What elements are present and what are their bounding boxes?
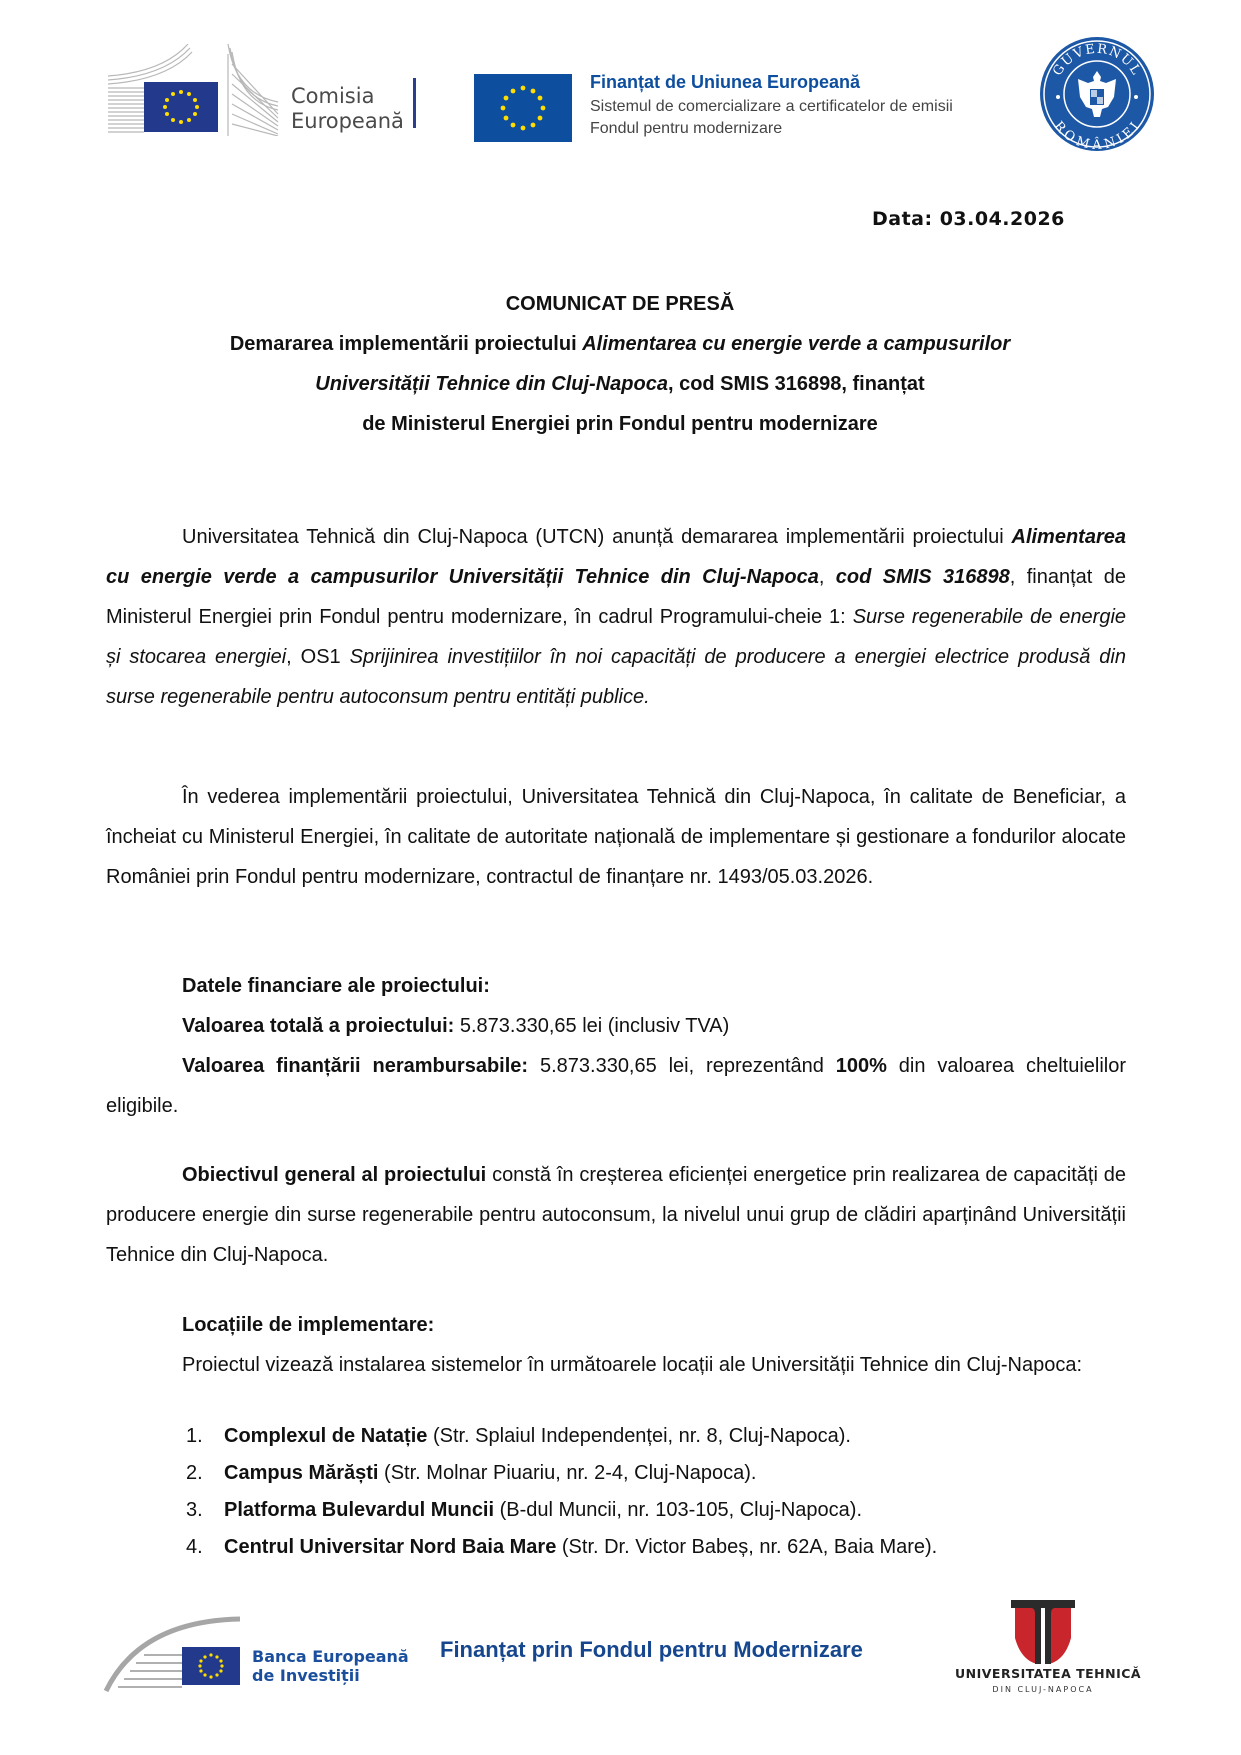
- seal-top-text: GUVERNUL: [1050, 41, 1144, 79]
- press-release-title: [110, 284, 1130, 444]
- eu-flag-icon: [474, 74, 572, 142]
- european-commission-logo: [108, 44, 428, 136]
- title-line-3: de Ministerul Energiei prin Fondul pentru modernizare: [362, 413, 878, 435]
- list-item: 2. Campus Mărăști (Str. Molnar Piuariu, nr. 2-4, Cluj-Napoca).: [186, 1462, 757, 1484]
- list-item: 1. Complexul de Natație (Str. Splaiul Independenței, nr. 8, Cluj-Napoca).: [186, 1425, 851, 1447]
- title-line-2: Universității Tehnice din Cluj-Napoca, cod SMIS 316898, finanțat: [315, 373, 925, 395]
- locations-intro: Proiectul vizează instalarea sistemelor în următoarele locații ale Universității Tehnice din Cluj-Napoca:: [182, 1354, 1083, 1376]
- eib-logo-text: [252, 1647, 409, 1685]
- seal-bottom-text: ROMÂNIEI: [1050, 118, 1144, 153]
- eu-logo-line3: Fondul pentru modernizare: [590, 120, 783, 137]
- financial-heading: Datele financiare ale proiectului:: [182, 975, 490, 997]
- title-heading: COMUNICAT DE PRESĂ: [505, 293, 735, 315]
- locations-list: [186, 1418, 1086, 1566]
- ec-logo-line2: Europeană: [291, 109, 404, 133]
- locations-heading: Locațiile de implementare:: [182, 1314, 435, 1336]
- grant-value-line: Valoarea finanțării nerambursabile: 5.873.330,65 lei, reprezentând 100% din valoarea cheltuielilor eligibile.: [106, 1055, 1126, 1117]
- government-seal-icon: [1038, 35, 1156, 153]
- eu-flag-icon: [182, 1647, 240, 1685]
- eu-funding-logo: [474, 72, 994, 144]
- eib-logo: [100, 1603, 420, 1683]
- contract-paragraph: În vederea implementării proiectului, Universitatea Tehnică din Cluj-Napoca, în calitate de Beneficiar, a încheiat cu Ministerul Energiei, în calitate de autoritate națională de implementare și gestionare a fondurilor alocate României prin Fondul pentru modernizare, contractul de finanțare nr. 1493/05.03.2026.: [106, 786, 1126, 888]
- eu-logo-line2: Sistemul de comercializare a certificatelor de emisii: [590, 98, 953, 115]
- footer-funding-text: Finanțat prin Fondul pentru Modernizare: [440, 1637, 863, 1662]
- title-line-1: Demararea implementării proiectului Alimentarea cu energie verde a campusurilor: [229, 333, 1011, 355]
- utcn-emblem-icon: [955, 1598, 1131, 1666]
- list-item: 3. Platforma Bulevardul Muncii (B-dul Muncii, nr. 103-105, Cluj-Napoca).: [186, 1499, 863, 1521]
- eib-line2: de Investiții: [252, 1666, 360, 1685]
- eu-logo-title: Finanțat de Uniunea Europeană: [590, 72, 861, 92]
- locations-section: [106, 1305, 1126, 1385]
- eib-line1: Banca Europeană: [252, 1647, 409, 1666]
- total-value-line: Valoarea totală a proiectului: 5.873.330,65 lei (inclusiv TVA): [182, 1015, 730, 1037]
- ec-logo-text: [291, 84, 404, 134]
- romanian-government-seal: [1038, 35, 1156, 153]
- utcn-name: UNIVERSITATEA TEHNICĂ: [955, 1666, 1142, 1681]
- document-date: Data: 03.04.2026: [872, 208, 1065, 230]
- objective-paragraph: Obiectivul general al proiectului constă în creșterea eficienței energetice prin realizarea de capacități de producere energie din surse regenerabile pentru autoconsum, la nivelul unui grup de clădiri aparținând Universității Tehnice din Cluj-Napoca.: [106, 1164, 1126, 1266]
- ec-logo-line1: Comisia: [291, 84, 375, 108]
- financial-data-section: [106, 966, 1126, 1126]
- intro-paragraph: Universitatea Tehnică din Cluj-Napoca (UTCN) anunță demararea implementării proiectului Alimentarea cu energie verde a campusurilor Universității Tehnice din Cluj-Napoca, cod SMIS 316898, finanțat de Ministerul Energiei prin Fondul pentru modernizare, în cadrul Programului-cheie 1: Surse regenerabile de energie și stocarea energiei, OS1 Sprijinirea investițiilor în noi capacități de producere a energiei electrice produsă din surse regenerabile pentru autoconsum pentru entități publice.: [106, 526, 1127, 708]
- list-item: 4. Centrul Universitar Nord Baia Mare (Str. Dr. Victor Babeș, nr. 62A, Baia Mare).: [186, 1536, 938, 1558]
- utcn-subtitle: DIN CLUJ-NAPOCA: [992, 1685, 1094, 1694]
- ec-divider: [413, 78, 416, 128]
- eu-flag-icon: [144, 82, 218, 132]
- utcn-logo: [955, 1598, 1142, 1708]
